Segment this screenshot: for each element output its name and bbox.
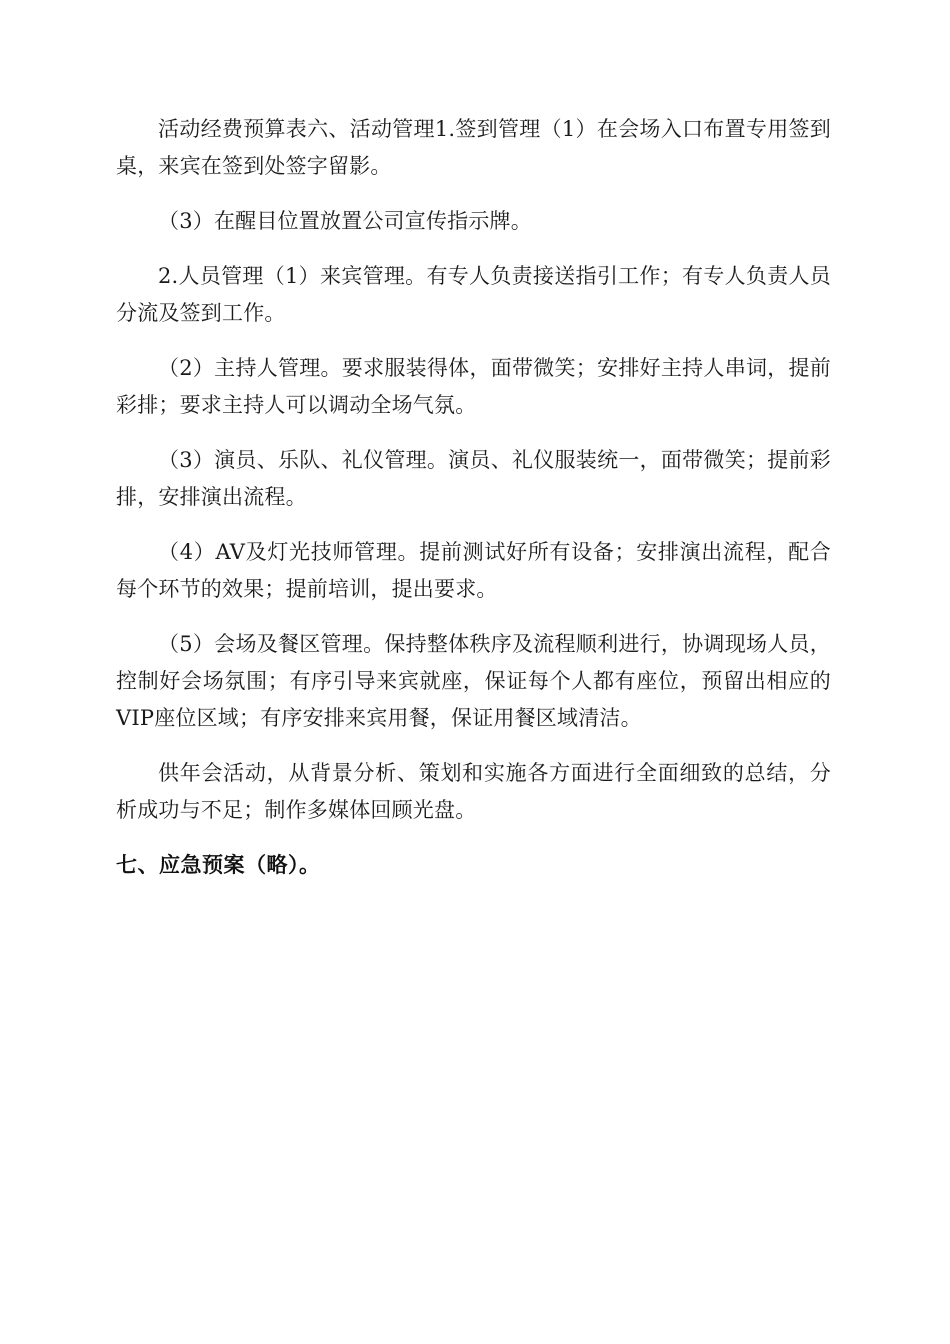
paragraph-performer-management: （3）演员、乐队、礼仪管理。演员、礼仪服装统一，面带微笑；提前彩排，安排演出流程。	[116, 448, 831, 509]
document-body	[116, 111, 831, 884]
paragraph-av-lighting-management: （4）AV及灯光技师管理。提前测试好所有设备；安排演出流程，配合每个环节的效果；提前培训，提出要求。	[116, 540, 831, 601]
paragraph-venue-dining-management: （5）会场及餐区管理。保持整体秩序及流程顺利进行，协调现场人员，控制好会场氛围；有序引导来宾就座，保证每个人都有座位，预留出相应的VIP座位区域；有序安排来宾用餐，保证用餐区域清洁。	[116, 632, 831, 730]
paragraph-sign-in-management: 活动经费预算表六、活动管理1.签到管理（1）在会场入口布置专用签到桌，来宾在签到处签字留影。	[116, 117, 831, 178]
paragraph-summary: 供年会活动，从背景分析、策划和实施各方面进行全面细致的总结，分析成功与不足；制作多媒体回顾光盘。	[116, 761, 831, 822]
paragraph-personnel-management: 2.人员管理（1）来宾管理。有专人负责接送指引工作；有专人负责人员分流及签到工作。	[116, 264, 831, 325]
section-heading-emergency-plan: 七、应急预案（略）。	[116, 853, 321, 877]
paragraph-host-management: （2）主持人管理。要求服装得体，面带微笑；安排好主持人串词，提前彩排；要求主持人可以调动全场气氛。	[116, 356, 831, 417]
paragraph-signage: （3）在醒目位置放置公司宣传指示牌。	[158, 209, 532, 233]
